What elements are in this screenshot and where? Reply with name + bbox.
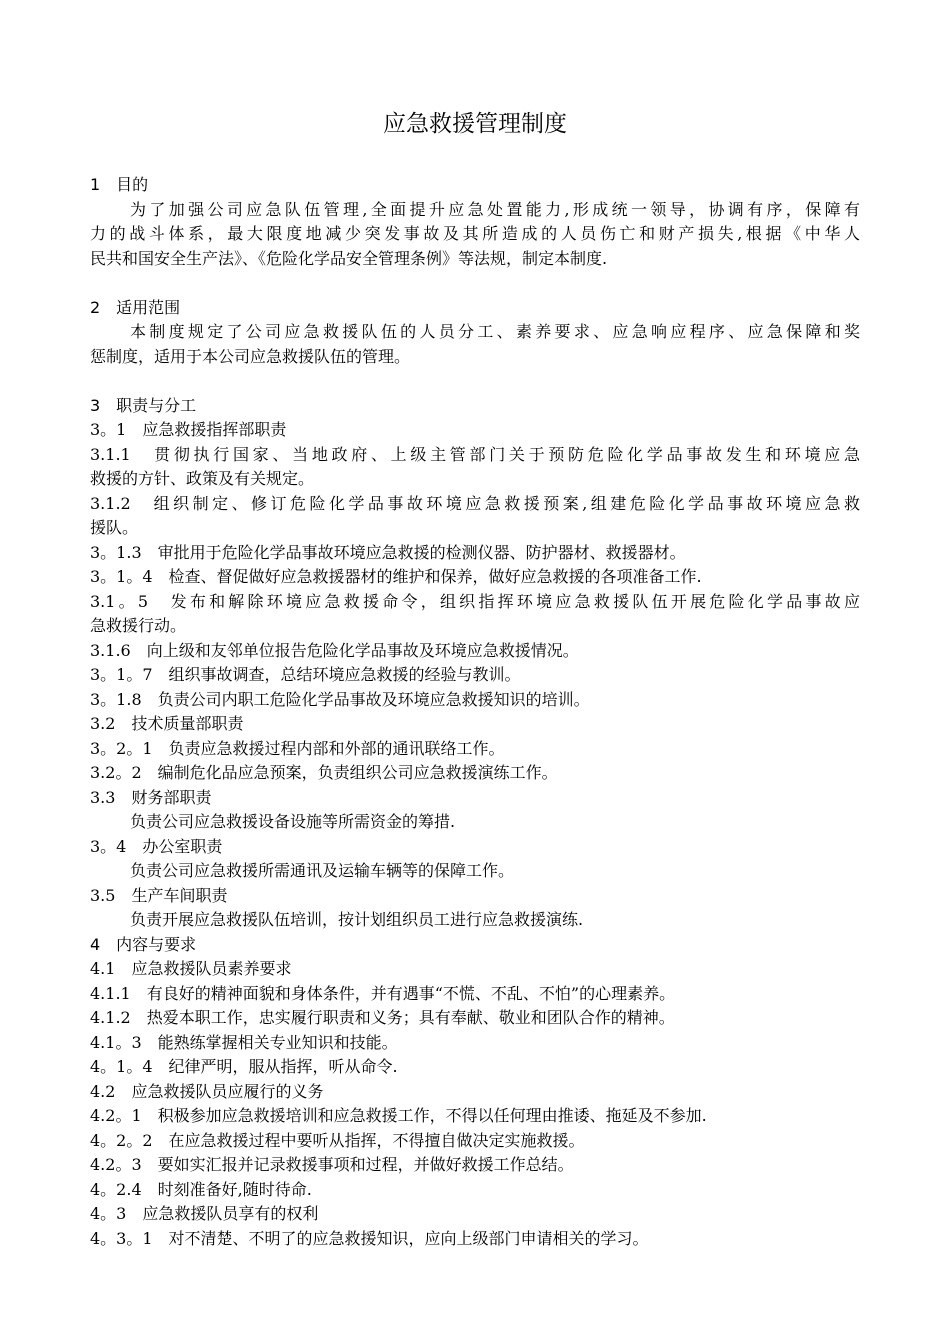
text-line: 3。1 应急救援指挥部职责 [90,420,287,439]
section-heading: 4 内容与要求 [90,934,197,954]
document-body [90,173,860,1251]
text-line: 本制度规定了公司应急救援队伍的人员分工、素养要求、应急响应程序、应急保障和奖 [130,322,860,341]
text-line: 4.2。1 积极参加应急救援培训和应急救援工作，不得以任何理由推诿、拖延及不参加. [90,1106,707,1125]
text-line: 4。1。4 纪律严明，服从指挥，听从命令. [90,1057,398,1076]
text-line: 3。1.3 审批用于危险化学品事故环境应急救援的检测仪器、防护器材、救援器材。 [90,542,686,562]
blank-line [90,271,860,296]
text-line: 4。2。2 在应急救援过程中要听从指挥，不得擅自做决定实施救援。 [90,1130,585,1150]
text-line: 3.2 技术质量部职责 [90,714,244,733]
text-line: 4.1.2 热爱本职工作，忠实履行职责和义务；具有奉献、敬业和团队合作的精神。 [90,1008,675,1027]
blank-line [90,369,860,394]
text-line: 为了加强公司应急队伍管理,全面提升应急处置能力,形成统一领导，协调有序，保障有 [130,199,860,219]
text-line: 3.1.2 组织制定、修订危险化学品事故环境应急救援预案,组建危险化学品事故环境应急救 [90,493,860,513]
text-line: 4.1.1 有良好的精神面貌和身体条件，并有遇事“不慌、不乱、不怕”的心理素养。 [90,983,676,1003]
text-line: 负责开展应急救援队伍培训，按计划组织员工进行应急救援演练. [130,910,584,929]
text-line: 4。2.4 时刻准备好,随时待命. [90,1179,312,1199]
text-line: 3.5 生产车间职责 [90,885,228,905]
text-line: 4.2 应急救援队员应履行的义务 [90,1081,324,1101]
section-heading: 2 适用范围 [90,297,181,317]
text-line: 3。1.8 负责公司内职工危险化学品事故及环境应急救援知识的培训。 [90,689,590,709]
text-line: 3。4 办公室职责 [90,836,223,856]
text-line: 惩制度，适用于本公司应急救援队伍的管理。 [90,346,411,366]
section-heading: 3 职责与分工 [90,395,197,415]
text-line: 3。1。4 检查、督促做好应急救援器材的维护和保养，做好应急救援的各项准备工作. [90,567,702,586]
text-line: 负责公司应急救援所需通讯及运输车辆等的保障工作。 [130,861,515,880]
text-line: 4。3 应急救援队员享有的权利 [90,1204,319,1223]
text-line: 3.1.6 向上级和友邻单位报告危险化学品事故及环境应急救援情况。 [90,640,579,660]
text-line: 力的战斗体系，最大限度地减少突发事故及其所造成的人员伤亡和财产损失,根据《中华人 [90,224,860,243]
section-heading: 1 目的 [90,175,149,194]
text-line: 4。3。1 对不清楚、不明了的应急救援知识，应向上级部门申请相关的学习。 [90,1228,649,1248]
text-line: 负责公司应急救援设备设施等所需资金的筹措. [130,812,456,831]
text-line: 3.2。2 编制危化品应急预案，负责组织公司应急救援演练工作。 [90,763,558,782]
text-line: 3。2。1 负责应急救援过程内部和外部的通讯联络工作。 [90,738,505,758]
text-line: 民共和国安全生产法》、《危险化学品安全管理条例》等法规，制定本制度. [90,248,608,268]
text-line: 3.1。5 发布和解除环境应急救援命令，组织指挥环境应急救援队伍开展危险化学品事故应 [90,591,860,611]
text-line: 援队。 [90,518,139,537]
text-line: 3.1.1 贯彻执行国家、当地政府、上级主管部门关于预防危险化学品事故发生和环境应急 [90,444,860,464]
text-line: 4.1 应急救援队员素养要求 [90,959,292,978]
text-line: 急救援行动。 [90,616,187,635]
text-line: 3.3 财务部职责 [90,787,212,807]
text-line: 4.2。3 要如实汇报并记录救援事项和过程，并做好救援工作总结。 [90,1155,574,1174]
document-title: 应急救援管理制度 [383,111,567,137]
text-line: 3。1。7 组织事故调查，总结环境应急救援的经验与教训。 [90,665,521,684]
text-line: 4.1。3 能熟练掌握相关专业知识和技能。 [90,1032,398,1052]
text-line: 救援的方针、政策及有关规定。 [90,469,315,488]
